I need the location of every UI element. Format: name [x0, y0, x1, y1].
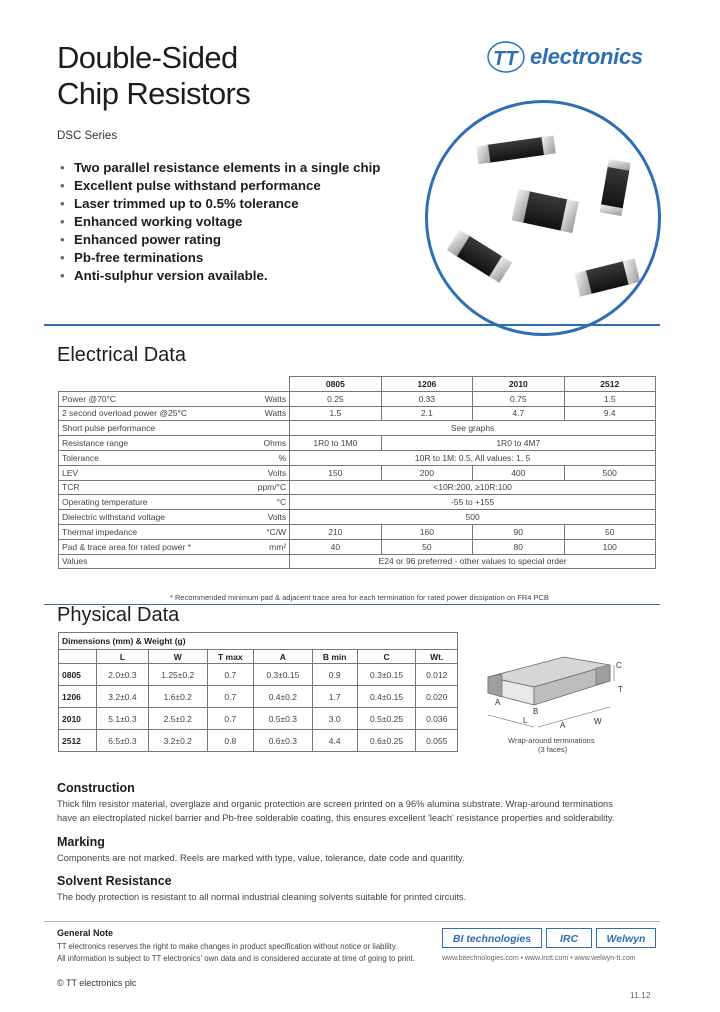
- dim-label-l: L: [523, 716, 528, 725]
- dim-label-a2: A: [560, 721, 566, 730]
- table-cell: 50: [381, 539, 472, 554]
- row-unit: mm²: [269, 541, 287, 552]
- table-cell: 0.3±0.15: [253, 664, 312, 686]
- row-label: LEV: [62, 467, 79, 478]
- row-label: TCR: [62, 482, 80, 493]
- table-cell: 2.0±0.3: [97, 664, 149, 686]
- feature-item: • Two parallel resistance elements in a single chip: [60, 160, 381, 175]
- logo-mark-text: TT: [493, 48, 518, 70]
- table-cell: 0805: [59, 664, 97, 686]
- physical-data-table: [58, 632, 458, 752]
- table-cell: 0.5±0.3: [253, 708, 312, 730]
- table-cell: 500: [564, 465, 655, 480]
- table-row: [59, 524, 656, 539]
- table-cell: 0.8: [207, 730, 253, 752]
- table-row: [59, 495, 656, 510]
- row-unit: Volts: [267, 512, 287, 523]
- row-unit: °C/W: [266, 526, 287, 537]
- table-cell: 200: [381, 465, 472, 480]
- table-cell: 3.2±0.4: [97, 686, 149, 708]
- row-label: Operating temperature: [62, 497, 148, 508]
- product-photo: [425, 100, 661, 336]
- feature-item: • Anti-sulphur version available.: [60, 268, 268, 283]
- table-cell: 1.25±0.2: [148, 664, 207, 686]
- dim-label-t: T: [618, 685, 623, 694]
- table-cell: 160: [381, 524, 472, 539]
- table-header-row: [59, 377, 656, 392]
- dim-label-a: A: [495, 698, 501, 707]
- table-caption-row: [59, 633, 458, 650]
- feature-item: • Enhanced power rating: [60, 232, 222, 247]
- page-number: 11.12: [630, 990, 651, 1000]
- table-cell: 1R0 to 4M7: [381, 436, 655, 451]
- column-header: T max: [207, 650, 253, 664]
- table-cell: 2.5±0.2: [148, 708, 207, 730]
- table-cell: 1.7: [312, 686, 357, 708]
- table-cell: 500: [290, 510, 656, 525]
- row-unit: Volts: [267, 467, 287, 478]
- table-row: [59, 686, 458, 708]
- table-cell: 0.4±0.2: [253, 686, 312, 708]
- tt-logo-icon: [486, 38, 530, 76]
- bi-technologies-logo: BI technologies: [442, 928, 542, 948]
- table-cell: 0.055: [416, 730, 458, 752]
- table-cell: 100: [564, 539, 655, 554]
- table-row: [59, 730, 458, 752]
- column-header: W: [148, 650, 207, 664]
- table-cell: E24 or 96 preferred - other values to special order: [290, 554, 656, 569]
- table-row: [59, 539, 656, 554]
- column-header: Wt.: [416, 650, 458, 664]
- table-cell: 40: [290, 539, 381, 554]
- series-label: DSC Series: [57, 130, 118, 142]
- row-label: Values: [62, 556, 88, 567]
- column-header: [59, 650, 97, 664]
- page-title: [57, 40, 250, 112]
- table-cell: 90: [473, 524, 564, 539]
- column-header: L: [97, 650, 149, 664]
- row-label: 2 second overload power @25°C: [62, 408, 187, 419]
- table-cell: 0.4±0.15: [357, 686, 416, 708]
- table-cell: <10R:200, ≥10R:100: [290, 480, 656, 495]
- table-cell: 210: [290, 524, 381, 539]
- table-cell: See graphs: [290, 421, 656, 436]
- table-row: [59, 510, 656, 525]
- feature-list: [60, 159, 380, 285]
- table-cell: 2512: [59, 730, 97, 752]
- table-cell: 3.2±0.2: [148, 730, 207, 752]
- table-cell: 0.036: [416, 708, 458, 730]
- table-cell: 0.7: [207, 686, 253, 708]
- table-row: [59, 406, 656, 421]
- construction-text-2: have an electroplated nickel barrier and Pb-free solderable coating, this ensures excellent 'leach' resistance properties and solderability.: [57, 813, 615, 823]
- irc-logo: IRC: [546, 928, 592, 948]
- general-note-line-2: All information is subject to TT electronics' own data and is considered accurate at time of going to print.: [57, 954, 415, 963]
- row-unit: ppm/°C: [257, 482, 287, 493]
- solvent-text: The body protection is resistant to all normal industrial cleaning solvents suitable for printed circuits.: [57, 892, 467, 902]
- table-header-row: [59, 650, 458, 664]
- table-row: [59, 554, 656, 569]
- table-cell: -55 to +155: [290, 495, 656, 510]
- solvent-heading: Solvent Resistance: [57, 874, 172, 888]
- dim-label-b: B: [533, 707, 539, 716]
- electrical-footnote: * Recommended minimum pad & adjacent trace area for each termination for rated power dissipation on FR4 PCB: [170, 593, 549, 602]
- table-cell: 1R0 to 1M0: [290, 436, 381, 451]
- table-row: [59, 391, 656, 406]
- table-cell: 3.0: [312, 708, 357, 730]
- copyright: © TT electronics plc: [57, 978, 137, 988]
- table-caption: Dimensions (mm) & Weight (g): [59, 633, 458, 650]
- row-label: Resistance range: [62, 438, 129, 449]
- table-cell: 0.25: [290, 391, 381, 406]
- diagram-caption-2: (3 faces): [538, 745, 568, 754]
- table-cell: 9.4: [564, 406, 655, 421]
- feature-item: • Enhanced working voltage: [60, 214, 243, 229]
- chip-dimension-diagram: [478, 635, 656, 763]
- column-header: 1206: [381, 377, 472, 392]
- row-unit: Ohms: [263, 438, 287, 449]
- table-cell: 2.1: [381, 406, 472, 421]
- section-divider: [44, 324, 660, 326]
- table-cell: 0.7: [207, 664, 253, 686]
- chip-resistors-image: [428, 103, 658, 333]
- general-note-heading: General Note: [57, 928, 114, 938]
- table-cell: 1206: [59, 686, 97, 708]
- row-unit: Watts: [264, 408, 287, 419]
- brand-logos: [442, 928, 656, 950]
- table-cell: 10R to 1M: 0.5, All values: 1, 5: [290, 450, 656, 465]
- electrical-data-heading: Electrical Data: [57, 344, 186, 366]
- row-label: Thermal impedance: [62, 526, 138, 537]
- table-cell: 0.75: [473, 391, 564, 406]
- column-header: A: [253, 650, 312, 664]
- web-links: www.bitechnologies.com • www.irctt.com • www.welwyn-tt.com: [442, 955, 636, 962]
- row-label: Pad & trace area for rated power *: [62, 541, 191, 552]
- row-label: Dielectric withstand voltage: [62, 512, 165, 523]
- table-cell: 0.9: [312, 664, 357, 686]
- row-label: Tolerance: [62, 452, 99, 463]
- logo-wordmark: electronics: [530, 44, 643, 69]
- title-line-2: Chip Resistors: [57, 76, 251, 111]
- general-note-line-1: TT electronics reserves the right to make changes in product specification without notice or liability.: [57, 942, 398, 951]
- column-header: 0805: [290, 377, 381, 392]
- table-row: [59, 664, 458, 686]
- table-cell: 0.012: [416, 664, 458, 686]
- table-cell: 4.7: [473, 406, 564, 421]
- table-cell: 1.5: [564, 391, 655, 406]
- table-cell: 1.6±0.2: [148, 686, 207, 708]
- electrical-data-table: [58, 376, 656, 569]
- table-row: [59, 480, 656, 495]
- welwyn-logo: Welwyn: [596, 928, 656, 948]
- footer-divider: [44, 921, 660, 922]
- feature-item: • Pb-free terminations: [60, 250, 204, 265]
- table-cell: 80: [473, 539, 564, 554]
- dim-label-c: C: [616, 661, 622, 670]
- row-unit: %: [278, 452, 287, 463]
- table-cell: 150: [290, 465, 381, 480]
- table-cell: 4.4: [312, 730, 357, 752]
- column-header: C: [357, 650, 416, 664]
- table-cell: 0.6±0.25: [357, 730, 416, 752]
- tt-electronics-logo: [486, 38, 662, 76]
- row-label: Power @70°C: [62, 393, 117, 404]
- feature-item: • Excellent pulse withstand performance: [60, 178, 321, 193]
- dim-label-w: W: [594, 717, 602, 726]
- table-cell: 5.1±0.3: [97, 708, 149, 730]
- column-header: 2512: [564, 377, 655, 392]
- construction-heading: Construction: [57, 781, 135, 795]
- table-row: [59, 436, 656, 451]
- table-cell: 1.5: [290, 406, 381, 421]
- table-cell: 0.6±0.3: [253, 730, 312, 752]
- diagram-caption-1: Wrap-around terminations: [508, 736, 595, 745]
- column-header: B min: [312, 650, 357, 664]
- table-cell: 6.5±0.3: [97, 730, 149, 752]
- table-cell: 0.020: [416, 686, 458, 708]
- table-cell: 0.3±0.15: [357, 664, 416, 686]
- construction-text-1: Thick film resistor material, overglaze and organic protection are screen printed on a 96% alumina substrate. Wrap-around terminations: [57, 799, 613, 809]
- title-line-1: Double-Sided: [57, 40, 238, 75]
- table-cell: 50: [564, 524, 655, 539]
- row-unit: °C: [276, 497, 287, 508]
- table-row: [59, 465, 656, 480]
- marking-heading: Marking: [57, 835, 105, 849]
- row-unit: Watts: [264, 393, 287, 404]
- table-cell: 0.5±0.25: [357, 708, 416, 730]
- table-cell: 0.33: [381, 391, 472, 406]
- table-cell: 0.7: [207, 708, 253, 730]
- row-label: Short pulse performance: [62, 423, 156, 434]
- table-cell: 2010: [59, 708, 97, 730]
- physical-data-heading: Physical Data: [57, 604, 180, 626]
- column-header: 2010: [473, 377, 564, 392]
- table-row: [59, 450, 656, 465]
- feature-item: • Laser trimmed up to 0.5% tolerance: [60, 196, 299, 211]
- table-cell: 400: [473, 465, 564, 480]
- marking-text: Components are not marked. Reels are marked with type, value, tolerance, date code and quantity.: [57, 853, 465, 863]
- table-row: [59, 708, 458, 730]
- table-row: [59, 421, 656, 436]
